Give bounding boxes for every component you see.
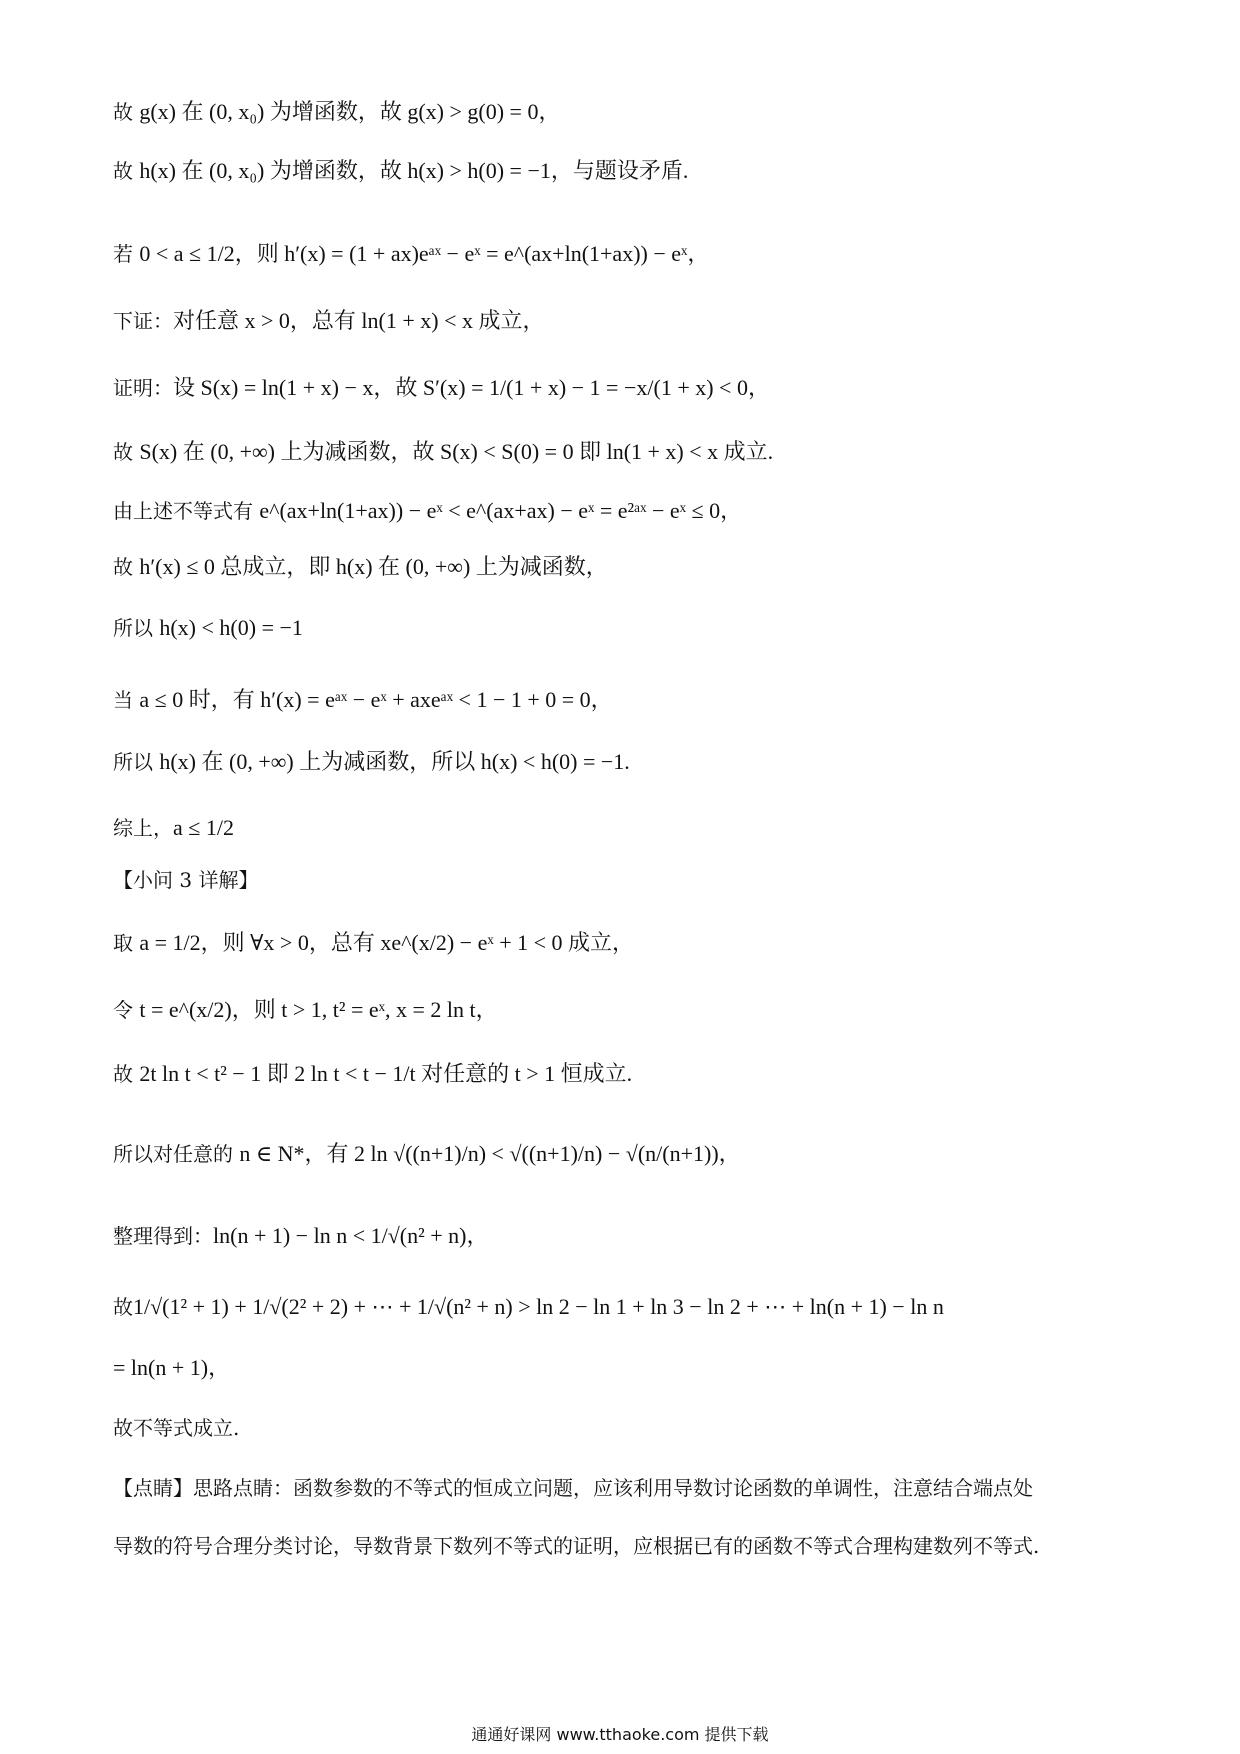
math-expression: t = e^(x/2)，则 t > 1, t² = eˣ, x = 2 ln t， [139, 997, 498, 1022]
text-line [113, 553, 608, 581]
math-expression: h(x) < h(0) = −1 [159, 615, 303, 640]
line-text: 【小问 3 详解】 [113, 868, 259, 892]
math-expression: h′(x) ≤ 0 总成立，即 h(x) 在 (0, +∞) 上为减函数， [139, 554, 608, 579]
line-text: 所以 [113, 750, 153, 774]
text-line [113, 438, 773, 466]
text-line [113, 307, 545, 335]
line-text: 令 [113, 998, 133, 1022]
math-expression: 设 S(x) = ln(1 + x) − x，故 S′(x) = 1/(1 + x) − 1 = −x/(1 + x) < 0， [173, 375, 770, 400]
math-expression: 1/√(1² + 1) + 1/√(2² + 2) + ⋯ + 1/√(n² + n) > ln 2 − ln 1 + ln 3 − ln 2 + ⋯ + ln(n + 1) − ln n [133, 1294, 944, 1319]
note-paragraph [113, 1474, 1033, 1502]
text-line [113, 614, 303, 642]
section-heading [113, 866, 258, 894]
line-text: 故 [113, 1295, 133, 1319]
math-expression: = ln(n + 1)， [113, 1355, 231, 1380]
text-line [113, 497, 742, 525]
text-line [113, 814, 234, 842]
text-line [113, 374, 770, 402]
text-line [113, 1293, 944, 1321]
line-text: 若 [113, 242, 133, 266]
math-expression: 2t ln t < t² − 1 即 2 ln t < t − 1/t 对任意的 t > 1 恒成立. [139, 1061, 633, 1086]
text-line [113, 1140, 741, 1168]
math-expression: ln(n + 1) − ln n < 1/√(n² + n)， [213, 1223, 489, 1248]
line-text: 故 [113, 1062, 133, 1086]
line-text: 取 [113, 931, 133, 955]
text-line [113, 1060, 632, 1088]
line-text: 故不等式成立. [113, 1416, 240, 1440]
line-text: 综上， [113, 816, 173, 840]
line-text: 导数的符号合理分类讨论，导数背景下数列不等式的证明，应根据已有的函数不等式合理构建数列不等式. [113, 1534, 1040, 1558]
line-text: 故 [113, 159, 133, 183]
line-text: 由上述不等式有 [113, 499, 253, 523]
line-text: 【点睛】思路点睛：函数参数的不等式的恒成立问题，应该利用导数讨论函数的单调性，注意结合端点处 [113, 1476, 1033, 1500]
math-expression: S(x) 在 (0, +∞) 上为减函数，故 S(x) < S(0) = 0 即 ln(1 + x) < x 成立. [139, 439, 774, 464]
math-expression: 0 < a ≤ 1/2，则 h′(x) = (1 + ax)eᵃˣ − eˣ = e^(ax+ln(1+ax)) − eˣ， [139, 241, 710, 266]
text-line [113, 240, 709, 268]
text-line [113, 929, 634, 957]
line-text: 所以对任意的 [113, 1142, 233, 1166]
math-expression: n ∈ N*，有 2 ln √((n+1)/n) < √((n+1)/n) − √(n/(n+1))， [239, 1141, 741, 1166]
text-line [113, 157, 688, 185]
page-footer: 通通好课网 www.tthaoke.com 提供下载 [471, 1725, 769, 1744]
text-line [113, 98, 560, 126]
math-expression: h(x) 在 (0, +∞) 上为减函数，所以 h(x) < h(0) = −1. [159, 749, 630, 774]
line-text: 整理得到： [113, 1224, 213, 1248]
math-expression: 对任意 x > 0，总有 ln(1 + x) < x 成立， [173, 308, 545, 333]
math-expression: g(x) 在 (0, x₀) 为增函数，故 g(x) > g(0) = 0， [139, 99, 561, 124]
math-expression: h(x) 在 (0, x₀) 为增函数，故 h(x) > h(0) = −1，与题设矛盾. [139, 158, 689, 183]
math-expression: e^(ax+ln(1+ax)) − eˣ < e^(ax+ax) − eˣ = e²ᵃˣ − eˣ ≤ 0， [259, 498, 743, 523]
math-expression: a = 1/2，则 ∀x > 0，总有 xe^(x/2) − eˣ + 1 < 0 成立， [139, 930, 635, 955]
line-text: 故 [113, 555, 133, 579]
line-text: 下证： [113, 309, 173, 333]
line-text: 证明： [113, 376, 173, 400]
text-line [113, 1222, 488, 1250]
text-line [113, 686, 613, 714]
math-expression: a ≤ 1/2 [173, 815, 234, 840]
line-text: 故 [113, 440, 133, 464]
math-expression: a ≤ 0 时，有 h′(x) = eᵃˣ − eˣ + axeᵃˣ < 1 − 1 + 0 = 0， [139, 687, 613, 712]
note-paragraph [113, 1532, 1039, 1560]
line-text: 所以 [113, 616, 153, 640]
line-text: 当 [113, 688, 133, 712]
text-line [113, 1414, 239, 1442]
text-line [113, 1354, 230, 1382]
text-line [113, 748, 630, 776]
line-text: 故 [113, 100, 133, 124]
text-line [113, 996, 498, 1024]
